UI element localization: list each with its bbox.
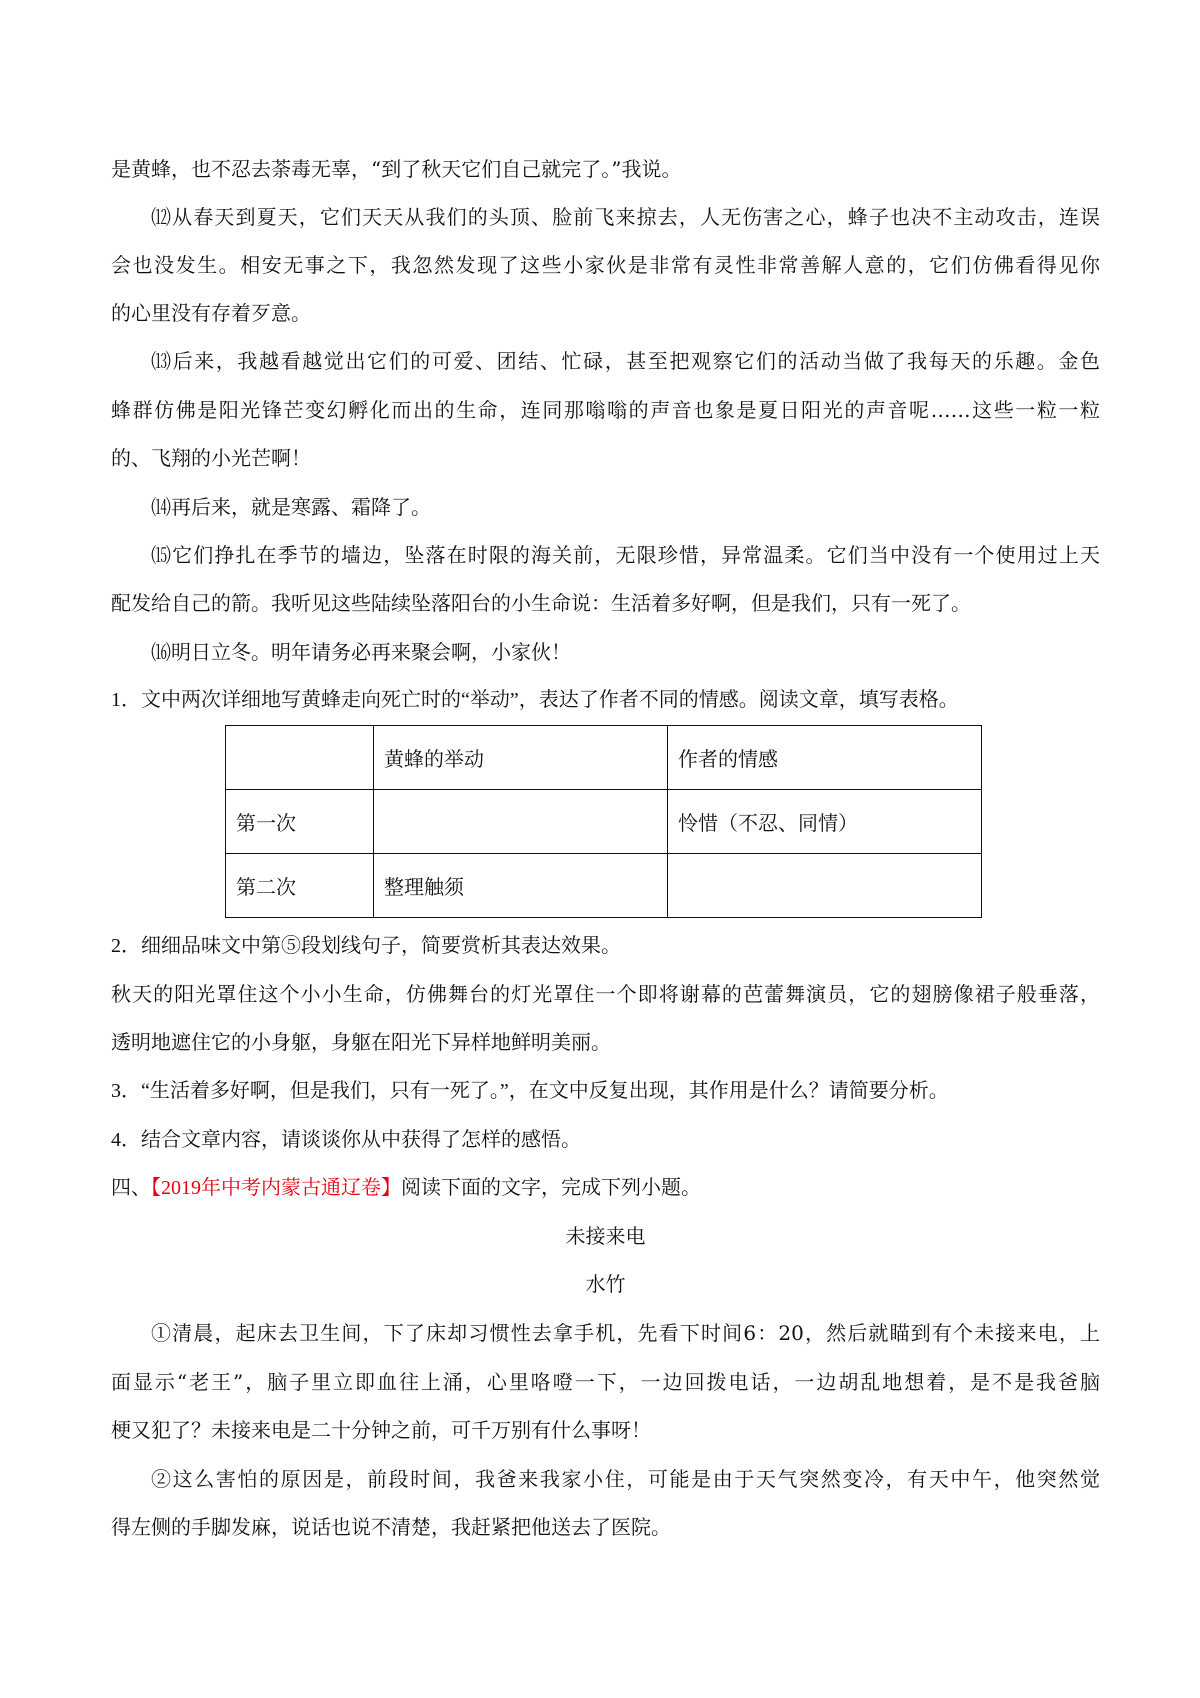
quote-line: 透明地遮住它的小身躯，身躯在阳光下异样地鲜明美丽。 — [111, 1032, 611, 1054]
passage-line: 配发给自己的箭。我听见这些陆续坠落阳台的小生命说：生活着多好啊，但是我们，只有一死了。 — [111, 591, 971, 615]
question-3: 3．“生活着多好啊，但是我们，只有一死了。”，在文中反复出现，其作用是什么？请简要分析。 — [111, 1080, 949, 1102]
table-cell: 怜惜（不忍、同情） — [668, 790, 982, 854]
passage-line: ⑿从春天到夏天，它们天天从我们的头顶、脸前飞来掠去，人无伤害之心，蜂子也决不主动攻击，连误 — [151, 205, 1100, 229]
table-cell: 第一次 — [226, 790, 374, 854]
article-line: 得左侧的手脚发麻，说话也说不清楚，我赶紧把他送去了医院。 — [111, 1515, 671, 1539]
table-header-cell — [226, 726, 374, 790]
section-heading — [111, 1174, 1100, 1202]
table-cell: 整理触须 — [374, 854, 668, 918]
table-cell-answer[interactable] — [668, 854, 982, 918]
passage-line: 的心里没有存着歹意。 — [111, 301, 311, 325]
article-line: 梗又犯了？未接来电是二十分钟之前，可千万别有什么事呀！ — [111, 1418, 651, 1442]
question-4: 4．结合文章内容，请谈谈你从中获得了怎样的感悟。 — [111, 1129, 581, 1151]
article-line: ①清晨，起床去卫生间，下了床却习惯性去拿手机，先看下时间6：20，然后就瞄到有个未接来电，上 — [151, 1321, 1100, 1345]
article-line: ②这么害怕的原因是，前段时间，我爸来我家小住，可能是由于天气突然变冷，有天中午，他突然觉 — [151, 1467, 1100, 1491]
article-author: 水竹 — [585, 1274, 626, 1296]
table-row — [226, 854, 982, 918]
answer-table — [225, 725, 982, 918]
passage-line: ⒁再后来，就是寒露、霜降了。 — [151, 495, 431, 519]
section-instruction: 阅读下面的文字，完成下列小题。 — [401, 1177, 701, 1199]
question-1: 1．文中两次详细地写黄蜂走向死亡时的“举动”，表达了作者不同的情感。阅读文章，填写表格。 — [111, 689, 959, 711]
passage-line: 是黄蜂，也不忍去荼毒无辜，“到了秋天它们自己就完了。”我说。 — [111, 157, 682, 181]
table-header-cell: 黄蜂的举动 — [374, 726, 668, 790]
passage-line: ⒀后来，我越看越觉出它们的可爱、团结、忙碌，甚至把观察它们的活动当做了我每天的乐趣。金色 — [151, 349, 1100, 373]
passage-line: 会也没发生。相安无事之下，我忽然发现了这些小家伙是非常有灵性非常善解人意的，它们仿佛看得见你 — [111, 253, 1100, 277]
source-label: 【2019年中考内蒙古通辽卷】 — [151, 1177, 401, 1199]
table-cell-answer[interactable] — [374, 790, 668, 854]
quote-line: 秋天的阳光罩住这个小小生命，仿佛舞台的灯光罩住一个即将谢幕的芭蕾舞演员，它的翅膀像裙子般垂落， — [111, 984, 1100, 1006]
section-prefix: 四、 — [111, 1177, 151, 1199]
table-header-cell: 作者的情感 — [668, 726, 982, 790]
passage-line: 蜂群仿佛是阳光锋芒变幻孵化而出的生命，连同那嗡嗡的声音也象是夏日阳光的声音呢……这些一粒一粒 — [111, 398, 1100, 422]
article-line: 面显示“老王”，脑子里立即血往上涌，心里咯噔一下，一边回拨电话，一边胡乱地想着，是不是我爸脑 — [111, 1370, 1100, 1394]
passage-line: 的、飞翔的小光芒啊！ — [111, 446, 311, 470]
table-cell: 第二次 — [226, 854, 374, 918]
passage-line: ⒃明日立冬。明年请务必再来聚会啊，小家伙！ — [151, 640, 571, 664]
table-row — [226, 790, 982, 854]
question-2: 2．细细品味文中第⑤段划线句子，简要赏析其表达效果。 — [111, 935, 621, 957]
passage-line: ⒂它们挣扎在季节的墙边，坠落在时限的海关前，无限珍惜，异常温柔。它们当中没有一个使用过上天 — [151, 543, 1100, 567]
table-header-row — [226, 726, 982, 790]
article-title: 未接来电 — [565, 1226, 646, 1248]
